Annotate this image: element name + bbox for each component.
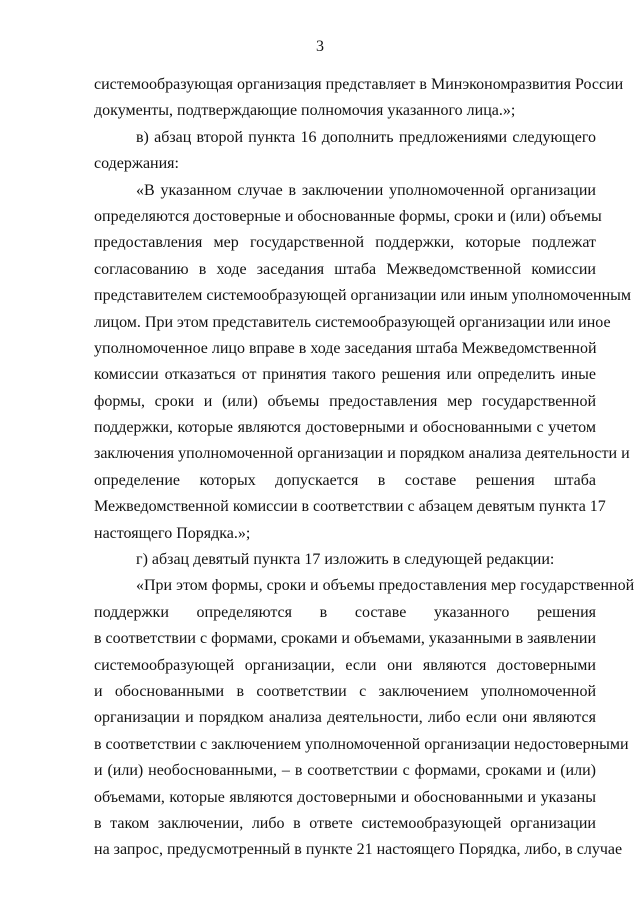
- text-line: системообразующей организации, если они являются достоверными: [94, 656, 596, 674]
- text-line: формы, сроки и (или) объемы предоставления мер государственной: [94, 392, 596, 410]
- text-line: представителем системообразующей организации или иным уполномоченным: [94, 287, 632, 305]
- text-line: в таком заключении, либо в ответе системообразующей организации: [94, 814, 596, 832]
- text-line: поддержки определяются в составе указанного решения: [94, 603, 596, 621]
- text-line: и (или) необоснованными, – в соответствии с формами, сроками и (или): [94, 762, 596, 780]
- text-line: в соответствии с заключением уполномоченной организации недостоверными: [94, 735, 629, 753]
- text-line: Межведомственной комиссии в соответствии с абзацем девятым пункта 17: [94, 498, 606, 516]
- text-line: заключения уполномоченной организации и порядком анализа деятельности и: [94, 445, 630, 463]
- text-line: «В указанном случае в заключении уполномоченной организации: [136, 181, 596, 199]
- text-line: настоящего Порядка.»;: [94, 524, 251, 542]
- text-line: «При этом формы, сроки и объемы предоставления мер государственной: [136, 577, 635, 595]
- body-text: [94, 72, 635, 864]
- text-line: объемами, которые являются достоверными и обоснованными и указаны: [94, 788, 596, 806]
- text-line: определяются достоверные и обоснованные формы, сроки и (или) объемы: [94, 207, 602, 225]
- text-line: на запрос, предусмотренный в пункте 21 настоящего Порядка, либо, в случае: [94, 841, 623, 859]
- text-line: содержания:: [94, 155, 179, 173]
- text-line: предоставления мер государственной поддержки, которые подлежат: [94, 234, 596, 252]
- page-number: 3: [316, 38, 324, 55]
- text-line: в) абзац второй пункта 16 дополнить предложениями следующего: [136, 128, 596, 146]
- text-line: г) абзац девятый пункта 17 изложить в следующей редакции:: [136, 551, 555, 569]
- text-line: уполномоченное лицо вправе в ходе заседания штаба Межведомственной: [94, 339, 597, 357]
- text-line: в соответствии с формами, сроками и объемами, указанными в заявлении: [94, 630, 596, 648]
- text-line: определение которых допускается в составе решения штаба: [94, 471, 596, 489]
- text-line: системообразующая организация представляет в Минэкономразвития России: [94, 76, 624, 93]
- text-line: лицом. При этом представитель системообразующей организации или иное: [94, 313, 611, 331]
- text-line: и обоснованными в соответствии с заключением уполномоченной: [94, 682, 596, 700]
- text-line: согласованию в ходе заседания штаба Межведомственной комиссии: [94, 260, 596, 278]
- text-line: документы, подтверждающие полномочия указанного лица.»;: [94, 102, 516, 120]
- text-line: комиссии отказаться от принятия такого решения или определить иные: [94, 366, 596, 384]
- text-line: организации и порядком анализа деятельности, либо если они являются: [94, 709, 596, 727]
- text-line: поддержки, которые являются достоверными и обоснованными с учетом: [94, 419, 596, 437]
